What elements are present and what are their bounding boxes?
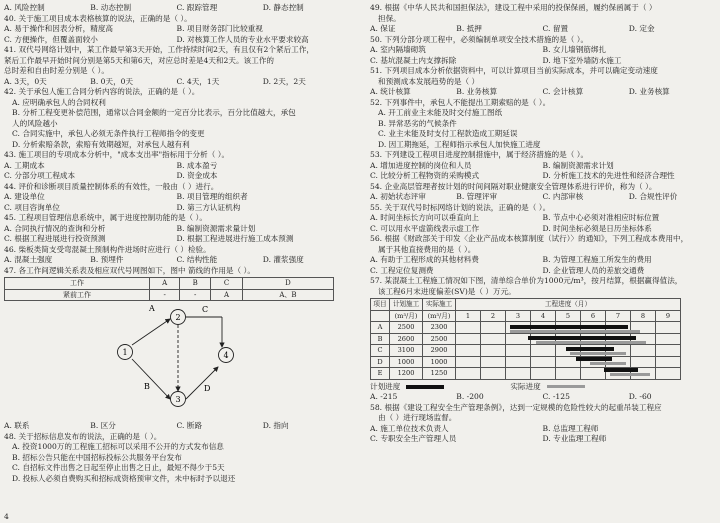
question-51-cont: 和预测成本发展趋势的是（ ） xyxy=(378,76,480,86)
option: B. -200 xyxy=(456,392,484,401)
month-cell: 2 xyxy=(481,310,506,322)
option: B. 项目管理的组织者 xyxy=(176,192,248,201)
table-row xyxy=(371,310,681,322)
q39-options xyxy=(4,3,349,14)
table-cell: A xyxy=(371,322,390,334)
question-51: 51. 下列项目成本分析依据资料中，可以计算项目当前实际成本，并可以确定变动速度 xyxy=(370,66,658,75)
table-cell: (m³/月) xyxy=(423,310,456,322)
option: B. 分析工程变更补偿范围，通常以合同金额的一定百分比表示，百分比值越大，承包 xyxy=(12,108,296,117)
arrow-b xyxy=(132,359,170,399)
q47-options xyxy=(4,421,349,432)
table-cell: A xyxy=(150,278,180,290)
option: D. 专业监理工程师 xyxy=(542,434,607,443)
option: B. 项目财务部门比较重视 xyxy=(176,24,263,33)
option: D. 灌浆强度 xyxy=(262,255,304,264)
option: D. 因工期拖延，工程师指示承包人加快施工进度 xyxy=(378,139,541,149)
option: D. 业务核算 xyxy=(628,87,670,96)
option: C. 比较分析工程物资的采购模式 xyxy=(370,171,480,180)
option: A. 3天，0天 xyxy=(4,76,47,86)
option: C. 4天，1天 xyxy=(176,76,220,86)
q54-options xyxy=(370,192,715,203)
option: A. 施工单位技术负责人 xyxy=(370,423,449,433)
q57-options xyxy=(370,392,715,403)
option: D. 分析索赔条款，索赔有效期越短，对承包人越有利 xyxy=(12,139,190,149)
question-40: 40. 关于施工项目成本表格核算的说法，正确的是（ ）。 xyxy=(4,13,192,23)
q53-options xyxy=(370,161,715,172)
month-cell: 3 xyxy=(506,310,531,322)
month-cell: 9 xyxy=(656,310,681,322)
month-cell: 8 xyxy=(631,310,656,322)
option: A. 合同执行情况的查询和分析 xyxy=(4,223,106,233)
option: C. 跟踪管理 xyxy=(176,3,218,12)
question-41: 41. 双代号网络计划中，某工作最早第3天开始，工作持续时间2天，有且仅有2个紧后工作， xyxy=(4,45,314,54)
option: C. 合同实施中，承包人必须无条件执行工程师指令的变更 xyxy=(12,129,205,138)
option: B. 异常恶劣的气候条件 xyxy=(378,118,457,128)
option: C. 留置 xyxy=(542,24,569,33)
question-47: 47. 各工作间逻辑关系表及相应双代号网图如下，图中 箭线的作用是（ ）。 xyxy=(4,265,255,275)
q50-options xyxy=(370,56,715,67)
month-cell: 5 xyxy=(556,310,581,322)
option: D. 第三方认证机构 xyxy=(176,202,241,212)
page-number: 4 xyxy=(4,512,9,521)
table-cell: A xyxy=(211,289,243,301)
table-row xyxy=(371,299,681,311)
option: A. 有助于工程形成的其他材料费 xyxy=(370,255,480,264)
option: A. 建设单位 xyxy=(4,192,45,201)
option: B. 区分 xyxy=(90,421,116,430)
question-54: 54. 企业高层管理者按计划的时间间隔对职业健康安全管理体系进行评价，称为（ ）。 xyxy=(370,181,657,191)
actual-bar-a xyxy=(510,330,640,333)
question-41-cont: 紧后工作最早开始时间分别是第5天和第6天，对应总时差是4天和2天。该工作的 xyxy=(4,55,274,65)
question-41-cont: 总时差和自由时差分别是（ ）。 xyxy=(4,66,109,75)
option: B. 总监理工程师 xyxy=(542,423,599,433)
q53-options xyxy=(370,171,715,182)
actual-bar-d xyxy=(590,362,626,365)
table-header: 项目 xyxy=(371,299,390,311)
q58-options xyxy=(370,434,715,445)
option: D. 分析施工技术的先进性和经济合理性 xyxy=(542,171,675,180)
option: C. 可以用水平虚箭线表示虚工作 xyxy=(370,223,480,233)
option: A. 开工前业主未能及时交付施工图纸 xyxy=(378,108,503,117)
question-53: 53. 下列建设工程项目进度控制措施中，属于经济措施的是（ ）。 xyxy=(370,150,589,159)
option: A. 投资1000万的工程施工招标可以采用不公开的方式发布信息 xyxy=(12,442,224,451)
table-cell: B xyxy=(180,278,211,290)
option: B. 节点中心必须对准相应时标位置 xyxy=(542,213,660,222)
table-cell: (m³/月) xyxy=(390,310,423,322)
table-cell: D xyxy=(242,278,333,290)
month-cell: 7 xyxy=(606,310,631,322)
q44-options xyxy=(4,192,349,203)
option: B. 0天，0天 xyxy=(90,76,134,86)
plan-bar-e xyxy=(604,368,638,372)
left-column xyxy=(4,3,349,484)
month-cell: 4 xyxy=(531,310,556,322)
table-cell: 紧前工作 xyxy=(5,289,150,301)
option: A. 联系 xyxy=(4,421,30,430)
option: A. 统计核算 xyxy=(370,87,411,96)
plan-bar-c xyxy=(566,347,614,351)
option: D. 定金 xyxy=(628,24,655,33)
table-cell: - xyxy=(180,289,211,301)
option: C. 项目咨询单位 xyxy=(4,202,60,212)
option: C. 专职安全生产管理人员 xyxy=(370,434,457,443)
q45-options xyxy=(4,234,349,245)
option: D. 企业管理人员的差旅交通费 xyxy=(542,265,645,275)
table-cell: 工作 xyxy=(5,278,150,290)
q56-options xyxy=(370,266,715,277)
table-cell xyxy=(371,310,390,322)
q44-options xyxy=(4,203,349,214)
option: B. 为管理工程施工所发生的费用 xyxy=(542,255,652,264)
arrow-label: D xyxy=(204,384,211,393)
q40-options xyxy=(4,35,349,46)
option: C. -125 xyxy=(542,392,570,401)
q56-options xyxy=(370,255,715,266)
month-cell: 6 xyxy=(581,310,606,322)
chart-legend xyxy=(370,382,715,393)
table-cell: 1000 xyxy=(423,356,456,368)
option: D. 合规性评价 xyxy=(628,192,678,201)
arrow-d xyxy=(186,367,218,399)
q49-options xyxy=(370,24,715,35)
option: C. 会计核算 xyxy=(542,87,584,96)
q41-options xyxy=(4,77,349,88)
table-cell: 2500 xyxy=(423,333,456,345)
question-55: 55. 关于双代号时标网络计划的说法，正确的是（ ）。 xyxy=(370,202,551,212)
option: C. 自招标文件出售之日起至停止出售之日止，最短不得少于5天 xyxy=(12,463,225,472)
arrow-label: C xyxy=(202,305,209,314)
option: C. 分部分项工程成本 xyxy=(4,171,76,180)
question-50: 50. 下列分部分项工程中，必须编制单项安全技术措施的是（ ）。 xyxy=(370,34,589,44)
table-cell: 1000 xyxy=(390,356,423,368)
option: D. 指向 xyxy=(262,421,289,430)
plan-bar-b xyxy=(528,336,636,340)
table-row xyxy=(371,356,681,368)
question-49: 49. 根据《中华人民共和国担保法》，建设工程中采用的投保保函，履约保函属于（ ） xyxy=(370,3,657,12)
q58-options xyxy=(370,424,715,435)
option: D. 根据工程进展进行施工成本预测 xyxy=(176,234,294,243)
option: B. 编制资源需求量计划 xyxy=(176,223,256,233)
table-cell: E xyxy=(371,368,390,380)
actual-bar-e xyxy=(610,373,650,376)
q45-options xyxy=(4,224,349,235)
network-diagram xyxy=(4,303,334,421)
option: A. 混凝土强度 xyxy=(4,255,53,264)
table-header: 工程进度（月） xyxy=(456,299,681,311)
question-43: 43. 施工项目的专项成本分析中，"成本支出率"指标用于分析（ ）。 xyxy=(4,150,230,159)
q43-options xyxy=(4,161,349,172)
option: B. 业务核算 xyxy=(456,87,498,96)
q43-options xyxy=(4,171,349,182)
option: D. 地下室外墙防水施工 xyxy=(542,55,622,65)
option: C. 业主未能及时支付工程款造成工期延误 xyxy=(378,129,518,138)
legend-actual-swatch xyxy=(547,385,585,388)
progress-chart xyxy=(370,298,715,392)
table-header: 计划施工 xyxy=(390,299,423,311)
table-cell: 2900 xyxy=(423,345,456,357)
question-45: 45. 工程项目管理信息系统中，属于进度控制功能的是（ ）。 xyxy=(4,213,207,222)
table-header: 实际施工 xyxy=(423,299,456,311)
option: D. 2天，2天 xyxy=(262,76,306,86)
q40-options xyxy=(4,24,349,35)
plan-bar-a xyxy=(510,325,628,329)
question-49-cont: 担保。 xyxy=(378,13,401,23)
option-cont: 人的风险越小 xyxy=(12,118,58,128)
option: B. 管理评审 xyxy=(456,192,498,201)
arrow-label: B xyxy=(144,382,150,391)
table-cell: - xyxy=(150,289,180,301)
logic-relation-table xyxy=(4,277,334,301)
option: C. 断路 xyxy=(176,421,203,430)
option: D. 对核算工作人员的专业水平要求较高 xyxy=(176,34,309,44)
table-cell: 2600 xyxy=(390,333,423,345)
node-label: 1 xyxy=(122,348,128,357)
arrow-a xyxy=(132,319,170,345)
question-57-cont: 该工程6月末进度偏差(SV)是（ ）万元。 xyxy=(378,286,516,296)
option: C. 方便操作，但覆盖面较小 xyxy=(4,34,98,44)
month-cell: 1 xyxy=(456,310,481,322)
option: D. 投标人必须自费购买和招标成资格预审文件，未中标时予以退还 xyxy=(12,473,236,483)
actual-bar-b xyxy=(536,341,646,344)
question-58-cont: 由（ ）进行现场监督。 xyxy=(378,413,457,422)
question-48: 48. 关于招标信息发布的说法，正确的是（ ）。 xyxy=(4,431,162,441)
option: A. 时间坐标长方向可以垂直向上 xyxy=(370,213,480,222)
option: D. 资金成本 xyxy=(176,171,218,180)
table-row xyxy=(5,278,334,290)
question-52: 52. 下列事件中，承包人不能提出工期索赔的是（ ）。 xyxy=(370,97,551,107)
option: A. 增加进度控制的岗位和人员 xyxy=(370,160,472,170)
question-58: 58. 根据《建设工程安全生产管理条例》，达到一定规模的危险性较大的起重吊装工程应 xyxy=(370,402,662,412)
option: B. 抵押 xyxy=(456,24,482,33)
option: B. 动态控制 xyxy=(90,3,132,12)
table-cell: 3100 xyxy=(390,345,423,357)
option: A. 工期成本 xyxy=(4,160,45,170)
q51-options xyxy=(370,87,715,98)
table-cell: 1200 xyxy=(390,368,423,380)
option: D. -60 xyxy=(628,392,652,401)
option: C. 根据工程进展进行投资预测 xyxy=(4,234,106,243)
network-diagram-svg xyxy=(4,303,334,421)
option: B. 预埋件 xyxy=(90,255,124,264)
question-46: 46. 柴板类简支受弯混凝土预制构件进场时应进行（ ）检验。 xyxy=(4,244,211,254)
legend-actual-label: 实际进度 xyxy=(510,381,541,391)
node-label: 3 xyxy=(175,395,181,404)
option: C. 工程定位复测费 xyxy=(370,265,434,275)
table-cell: C xyxy=(211,278,243,290)
plan-bar-d xyxy=(576,357,612,361)
table-cell: A、B xyxy=(242,289,333,301)
question-57: 57. 某混凝土工程施工情况如下图，清单综合单价为1000元/m³，按月结算，根据赢得值法， xyxy=(370,276,683,285)
legend-plan-label: 计划进度 xyxy=(370,381,401,391)
option: A. 初始状态评审 xyxy=(370,192,426,201)
option: D. 时间坐标必须是日历坐标体系 xyxy=(542,223,652,233)
arrow-label: A xyxy=(149,304,155,313)
table-cell: B xyxy=(371,333,390,345)
node-label: 4 xyxy=(223,351,229,360)
q55-options xyxy=(370,213,715,224)
table-cell: D xyxy=(371,356,390,368)
option: A. 保证 xyxy=(370,24,396,33)
table-cell: C xyxy=(371,345,390,357)
table-cell: 2300 xyxy=(423,322,456,334)
q55-options xyxy=(370,224,715,235)
option: A. -215 xyxy=(370,392,398,401)
question-56: 56. 根据《财政部关于印发〈企业产品成本核算制度（试行）〉的通知》，下列工程成本费用中， xyxy=(370,234,689,243)
option: B. 成本盈亏 xyxy=(176,160,218,170)
right-column xyxy=(370,3,715,445)
option: A. 易于操作和因表分析，精度高 xyxy=(4,24,114,33)
option: A. 室内隔墙砌筑 xyxy=(370,45,426,54)
question-42: 42. 关于承包人施工合同分析内容的说法，正确的是（ ）。 xyxy=(4,87,200,96)
question-56-cont: 属于其他直接费用的是（ ）。 xyxy=(378,244,476,254)
table-row xyxy=(5,289,334,301)
option: A. 风险控制 xyxy=(4,3,45,12)
option: C. 结构性能 xyxy=(176,255,218,264)
option: C. 内部审核 xyxy=(542,192,584,201)
table-cell: 2500 xyxy=(390,322,423,334)
q46-options xyxy=(4,255,349,266)
table-cell: 1250 xyxy=(423,368,456,380)
q50-options xyxy=(370,45,715,56)
option: C. 基坑混凝土内支撑拆除 xyxy=(370,55,457,65)
table-row xyxy=(371,345,681,357)
option: B. 招标公告只能在中国招标投标公共服务平台发布 xyxy=(12,452,182,462)
option: D. 静态控制 xyxy=(262,3,304,12)
option: B. 编制资源需求计划 xyxy=(542,160,614,170)
option: A. 应明确承包人的合同权利 xyxy=(12,97,106,107)
question-44: 44. 评价和诊断项目质量控制体系的有效性，一般由（ ）进行。 xyxy=(4,181,219,191)
option: B. 女儿墙钢筋绑扎 xyxy=(542,45,607,54)
legend-plan-swatch xyxy=(406,385,444,389)
node-label: 2 xyxy=(175,313,181,322)
actual-bar-c xyxy=(570,352,626,355)
